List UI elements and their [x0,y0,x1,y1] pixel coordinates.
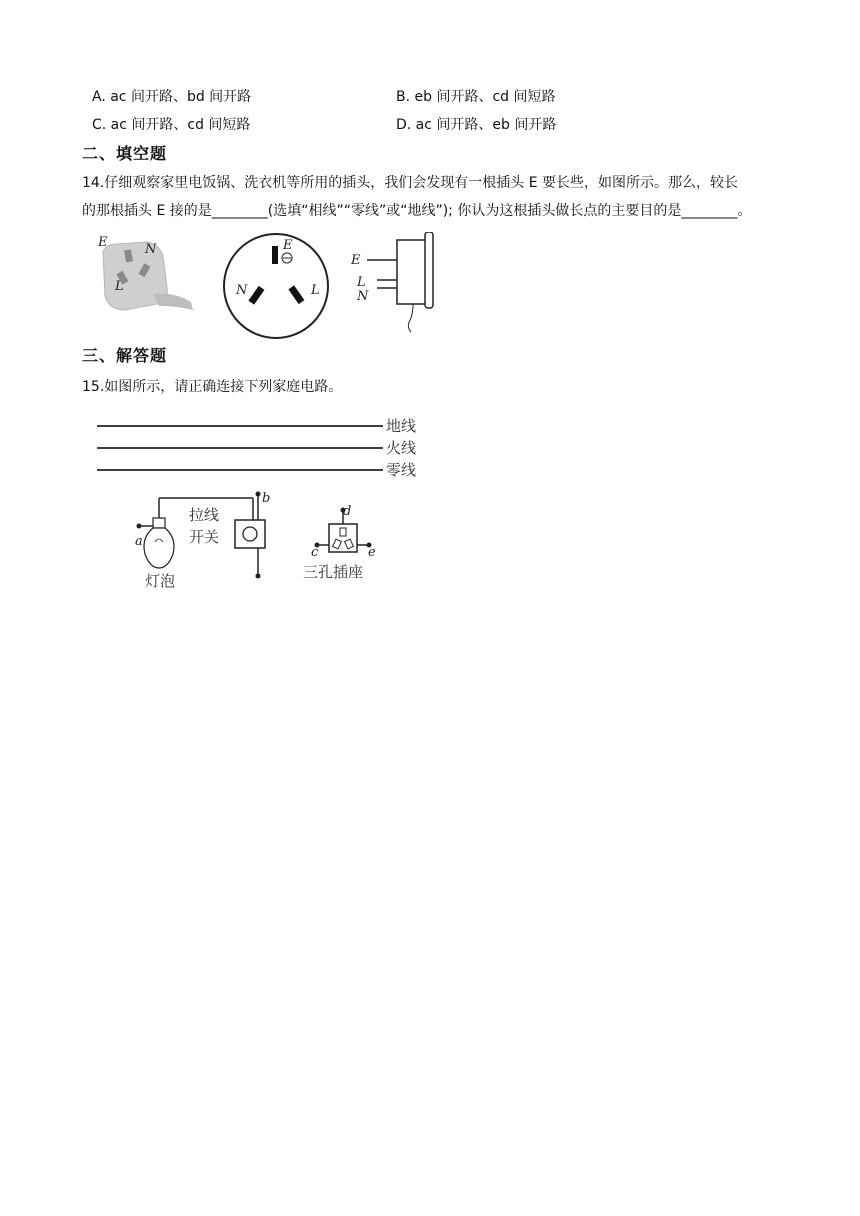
question-14-line-2: 的那根插头 E 接的是________(选填“相线”“零线”或“地线”); 你认为这根插头做长点的主要目的是________。 [82,203,752,219]
question-15-text: 15.如图所示，请正确连接下列家庭电路。 [82,379,343,395]
pull-switch-icon [235,492,265,579]
socket-diagram [224,234,328,338]
question-14-line-1: 14.仔细观察家里电饭锅、洗衣机等所用的插头，我们会发现有一根插头 E 要长些，如图所示。那么，较长 [82,175,739,191]
plug-label-e: E [98,235,108,250]
side-label-l: L [357,275,366,290]
plug-label-l: L [115,279,124,294]
option-c: C. ac 间开路、cd 间短路 [92,117,251,133]
option-a: A. ac 间开路、bd 间开路 [92,89,252,105]
side-label-n: N [357,289,369,304]
section-heading-answer: 三、解答题 [82,346,168,365]
side-label-e: E [351,253,361,268]
section-heading-fill-blank: 二、填空题 [82,144,168,163]
switch-label-line-1: 拉线 [189,506,220,524]
circuit-figure [95,410,435,592]
bulb-label: 灯泡 [145,572,176,590]
point-a-label: a [135,534,143,549]
neutral-wire-label: 零线 [386,461,417,479]
point-e-label: e [368,545,376,560]
socket-label: 三孔插座 [303,563,364,581]
socket-label-l: L [311,283,320,298]
switch-label-line-2: 开关 [189,528,220,546]
point-b-label: b [262,491,271,506]
option-d: D. ac 间开路、eb 间开路 [396,117,557,133]
live-wire-label: 火线 [386,439,417,457]
ground-wire-label: 地线 [386,417,417,435]
socket-label-n: N [236,283,248,298]
point-c-label: c [311,545,319,560]
plug-figure [95,232,440,340]
socket-label-e: E [283,238,293,253]
option-b: B. eb 间开路、cd 间短路 [396,89,556,105]
plug-side-view [350,232,433,332]
point-d-label: d [343,504,352,519]
plug-photo-image [97,235,193,310]
plug-label-n: N [145,242,157,257]
